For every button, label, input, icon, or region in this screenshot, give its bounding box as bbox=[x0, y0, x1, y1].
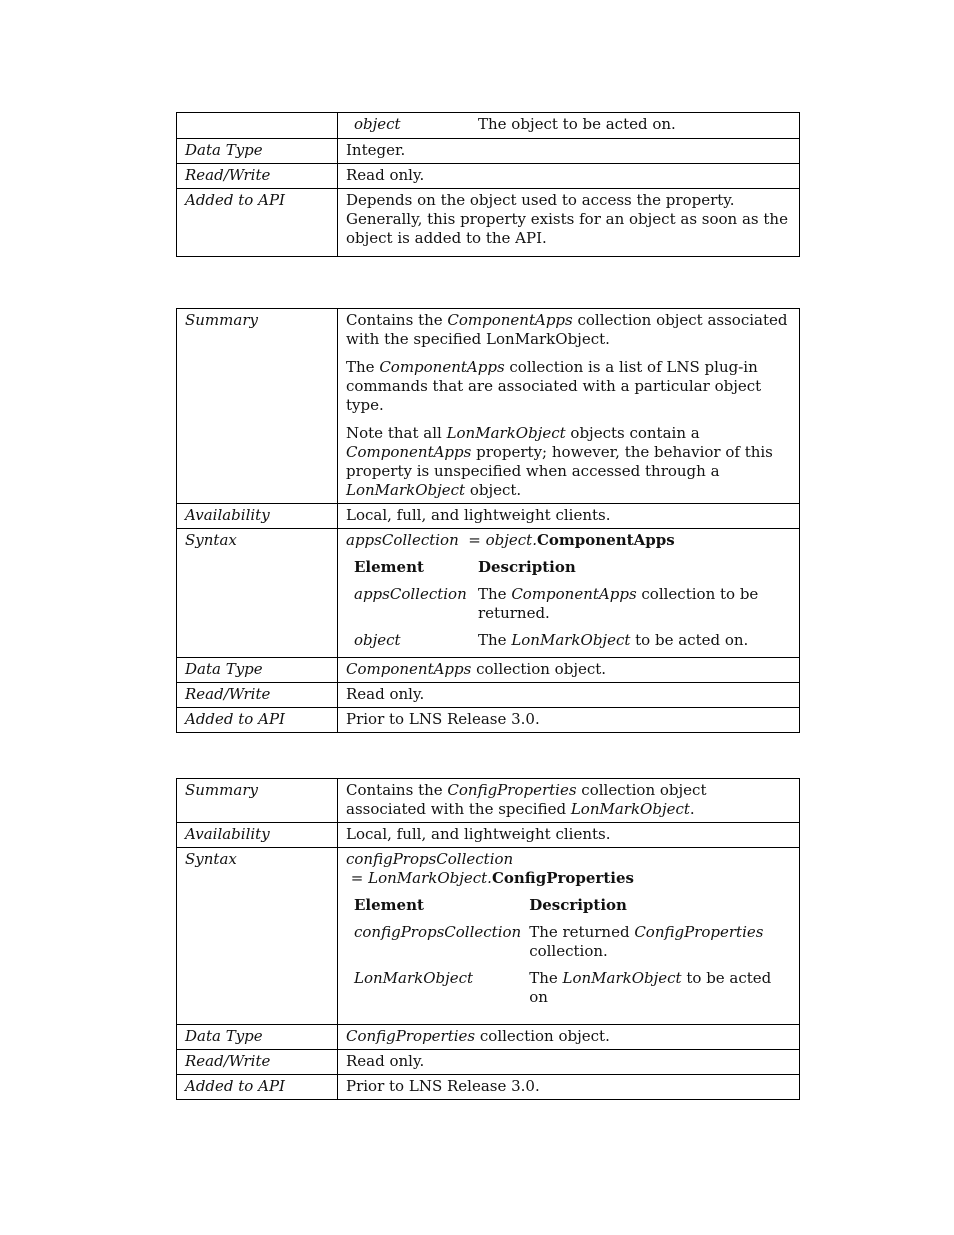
data-type-label: Data Type bbox=[177, 139, 338, 164]
syntax-element-table bbox=[346, 558, 791, 654]
syntax-label: Syntax bbox=[177, 529, 338, 658]
read-write-value: Read only. bbox=[338, 683, 800, 708]
read-write-label: Read/Write bbox=[177, 1050, 338, 1075]
syntax-label: Syntax bbox=[177, 848, 338, 1025]
table-row bbox=[177, 779, 800, 823]
table-row bbox=[177, 708, 800, 733]
availability-label: Availability bbox=[177, 823, 338, 848]
read-write-value: Read only. bbox=[338, 1050, 800, 1075]
property-table-componentapps bbox=[176, 308, 800, 733]
table-row bbox=[177, 848, 800, 1025]
availability-label: Availability bbox=[177, 504, 338, 529]
property-table-configproperties bbox=[176, 778, 800, 1100]
element-header: Element bbox=[354, 558, 424, 576]
syntax-element-table bbox=[346, 115, 791, 135]
added-to-api-value: Depends on the object used to access the property. Generally, this property exists for an object as soon as the object is added to the API. bbox=[338, 189, 800, 257]
syntax-line: configPropsCollection = LonMarkObject.ConfigProperties bbox=[346, 850, 634, 887]
element-header: Element bbox=[354, 896, 424, 914]
added-to-api-value: Prior to LNS Release 3.0. bbox=[338, 1075, 800, 1100]
data-type-value: ComponentApps collection object. bbox=[338, 658, 800, 683]
property-table-1 bbox=[176, 112, 800, 257]
description-header: Description bbox=[529, 896, 627, 914]
syntax-element-table bbox=[346, 896, 791, 1021]
table-row bbox=[177, 529, 800, 658]
table-row bbox=[177, 504, 800, 529]
table-row bbox=[177, 1050, 800, 1075]
table-row bbox=[177, 658, 800, 683]
summary-paragraph: Contains the ComponentApps collection object associated with the specified LonMarkObject. bbox=[346, 311, 788, 348]
row-label bbox=[177, 113, 338, 139]
table-row bbox=[177, 139, 800, 164]
data-type-value: ConfigProperties collection object. bbox=[338, 1025, 800, 1050]
table-row bbox=[177, 309, 800, 504]
added-to-api-label: Added to API bbox=[177, 708, 338, 733]
read-write-label: Read/Write bbox=[177, 164, 338, 189]
availability-value: Local, full, and lightweight clients. bbox=[338, 504, 800, 529]
summary-paragraph: The ComponentApps collection is a list of LNS plug-in commands that are associated with a particular object type. bbox=[346, 358, 762, 414]
table-row bbox=[177, 164, 800, 189]
table-row bbox=[177, 113, 800, 139]
added-to-api-label: Added to API bbox=[177, 189, 338, 257]
syntax-value bbox=[338, 529, 800, 658]
summary-value bbox=[338, 779, 800, 823]
element-name: LonMarkObject bbox=[354, 969, 474, 987]
element-description: The LonMarkObject to be acted on bbox=[529, 969, 772, 1006]
data-type-label: Data Type bbox=[177, 1025, 338, 1050]
summary-value bbox=[338, 309, 800, 504]
added-to-api-value: Prior to LNS Release 3.0. bbox=[338, 708, 800, 733]
element-name: appsCollection bbox=[354, 585, 467, 603]
syntax-line: appsCollection = object.ComponentApps bbox=[346, 531, 675, 549]
element-description: The returned ConfigProperties collection. bbox=[529, 923, 764, 960]
element-description: The LonMarkObject to be acted on. bbox=[478, 631, 749, 649]
description-header: Description bbox=[478, 558, 576, 576]
table-row bbox=[177, 1025, 800, 1050]
read-write-label: Read/Write bbox=[177, 683, 338, 708]
syntax-cell bbox=[338, 113, 800, 139]
availability-value: Local, full, and lightweight clients. bbox=[338, 823, 800, 848]
table-row bbox=[177, 189, 800, 257]
element-name: object bbox=[354, 115, 401, 133]
data-type-label: Data Type bbox=[177, 658, 338, 683]
table-row bbox=[177, 1075, 800, 1100]
summary-paragraph: Note that all LonMarkObject objects contain a ComponentApps property; however, the behavior of this property is unspecified when accessed through a LonMarkObject object. bbox=[346, 424, 773, 499]
summary-paragraph: Contains the ConfigProperties collection object associated with the specified LonMarkObject. bbox=[346, 781, 707, 818]
element-description: The object to be acted on. bbox=[478, 115, 676, 133]
syntax-value bbox=[338, 848, 800, 1025]
summary-label: Summary bbox=[177, 309, 338, 504]
summary-label: Summary bbox=[177, 779, 338, 823]
data-type-value: Integer. bbox=[338, 139, 800, 164]
table-row bbox=[177, 823, 800, 848]
element-name: object bbox=[354, 631, 401, 649]
added-to-api-label: Added to API bbox=[177, 1075, 338, 1100]
read-write-value: Read only. bbox=[338, 164, 800, 189]
element-description: The ComponentApps collection to be returned. bbox=[478, 585, 759, 622]
table-row bbox=[177, 683, 800, 708]
element-name: configPropsCollection bbox=[354, 923, 522, 941]
